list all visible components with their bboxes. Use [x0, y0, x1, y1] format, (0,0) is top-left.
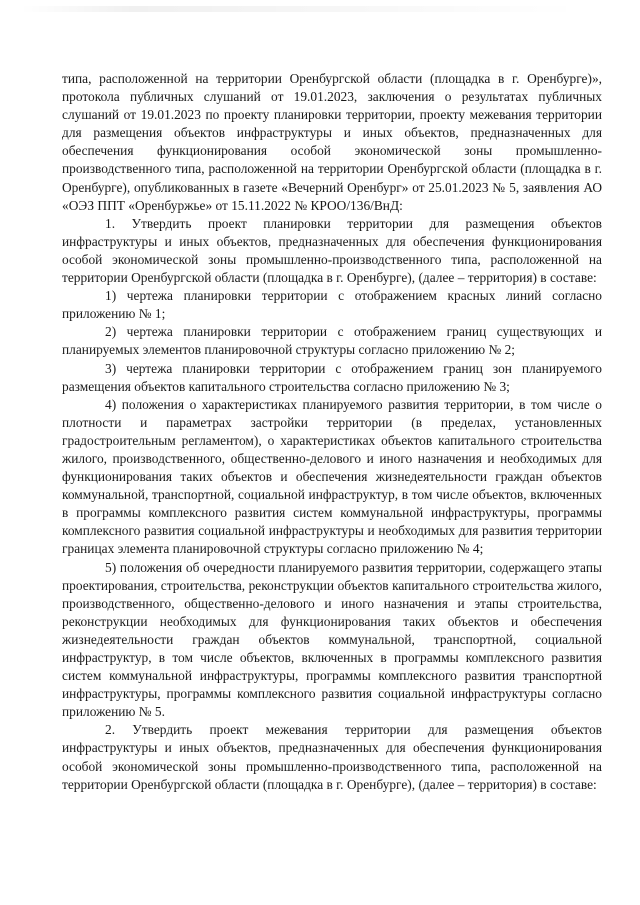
item-2-paragraph: 2. Утвердить проект межевания территории для размещения объектов инфраструктуры и иных объектов, предназначенных для обеспечения функционирования особой экономической зоны промышленно-производственного типа, расположенной на территории Оренбургской области (площадка в г. Оренбурге), (далее – территория) в составе: [62, 722, 602, 792]
item-1-paragraph: 1. Утвердить проект планировки территории для размещения объектов инфраструктуры и иных объектов, предназначенных для обеспечения функционирования особой экономической зоны промышленно-производственного типа, расположенной на территории Оренбургской области (площадка в г. Оренбурге), (далее – территория) в составе: [62, 215, 602, 286]
subitem-4-paragraph: 4) положения о характеристиках планируемого развития территории, в том числе о плотности и параметрах застройки территории (в пределах, установленных градостроительным регламентом), о характеристиках объектов капитального строительства жилого, производственного, общественно-делового и иного назначения и необходимых для функционирования таких объектов и обеспечения жизнедеятельности граждан объектов коммунальной, транспортной, социальной инфраструктур, в том числе объектов, включенных в программы комплексного развития систем коммунальной инфраструктуры, программы комплексного развития социальной инфраструктуры и необходимых для развития территории границах элемента планировочной структуры согласно приложению № 4; [62, 396, 602, 557]
subitem-1-paragraph: 1) чертежа планировки территории с отображением красных линий согласно приложению № 1; [62, 288, 602, 322]
scan-edge-shadow [20, 6, 580, 12]
intro-paragraph: типа, расположенной на территории Оренбургской области (площадка в г. Оренбурге)», протокола публичных слушаний от 19.01.2023, заключения о результатах публичных слушаний от 19.01.2023 по проекту планировки территории, проекту межевания территории для размещения объектов инфраструктуры и иных объектов, предназначенных для обеспечения функционирования особой экономической зоны промышленно-производственного типа, расположенной на территории Оренбургской области (площадка в г. Оренбурге), опубликованных в газете «Вечерний Оренбург» от 25.01.2023 № 5, заявления АО «ОЭЗ ППТ «Оренбуржье» от 15.11.2022 № КРОО/136/ВнД: [62, 71, 602, 213]
subitem-2-paragraph: 2) чертежа планировки территории с отображением границ существующих и планируемых элементов планировочной структуры согласно приложению № 2; [62, 324, 602, 358]
subitem-3-paragraph: 3) чертежа планировки территории с отображением границ зон планируемого размещения объектов капитального строительства согласно приложению № 3; [62, 360, 602, 394]
document-body [62, 70, 602, 794]
subitem-5-paragraph: 5) положения об очередности планируемого развития территории, содержащего этапы проектирования, строительства, реконструкции объектов капитального строительства жилого, производственного, общественно-делового и иного назначения и этапы строительства, реконструкции необходимых для функционирования таких объектов и обеспечения жизнедеятельности граждан объектов коммунальной, транспортной, социальной инфраструктур, в том числе объектов, включенных в программы комплексного развития систем коммунальной инфраструктуры, программы комплексного развития транспортной инфраструктуры, программы комплексного развития социальной инфраструктуры согласно приложению № 5. [62, 559, 602, 720]
